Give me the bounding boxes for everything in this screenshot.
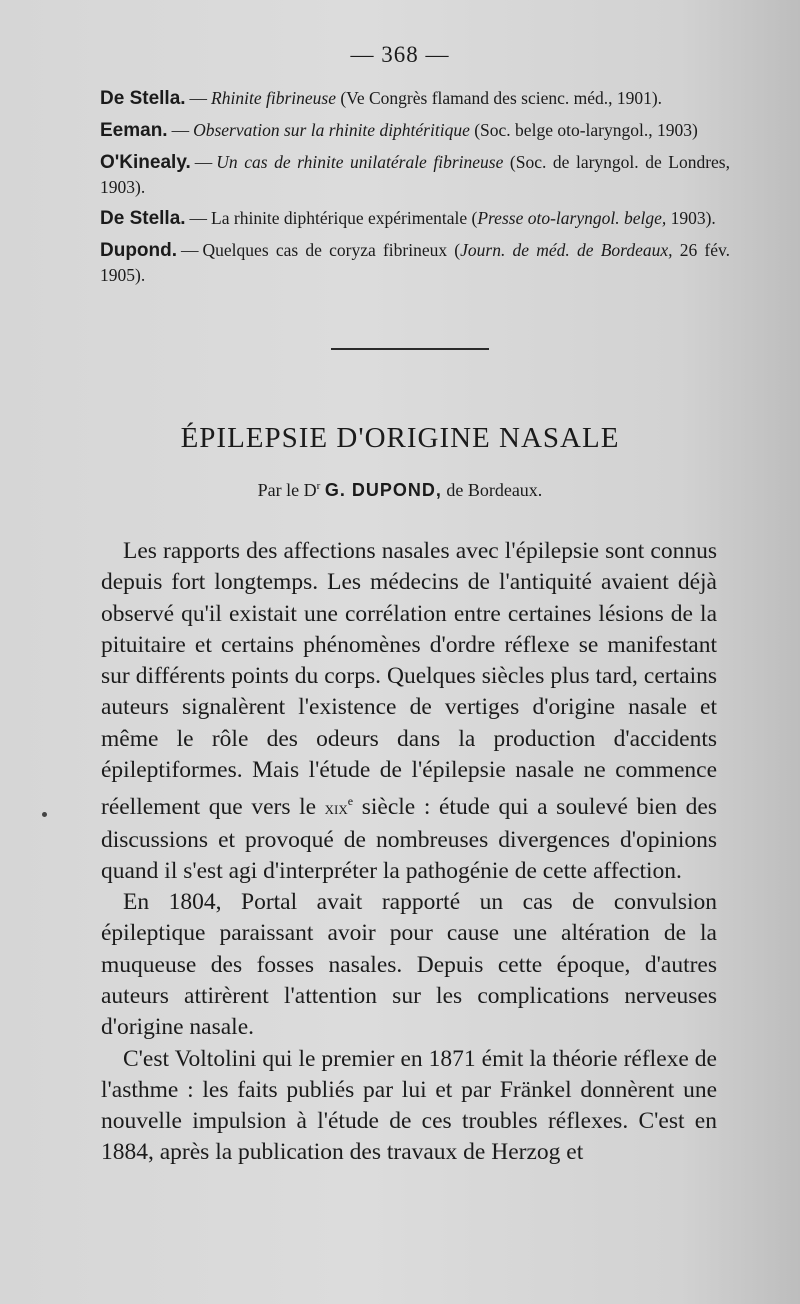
reference-title-plain: La rhinite diphtérique expérimentale ( [211,208,478,228]
reference-item: Eeman. — Observation sur la rhinite diphtéritique (Soc. belge oto-laryngol., 1903) [100,120,698,141]
reference-journal: Presse oto-laryngol. belge, [477,208,667,228]
page-number: — 368 — [350,42,450,67]
reference-item: Dupond. — Quelques cas de coryza fibrineux (Journ. de méd. de Bordeaux, 26 fév. 1905). [100,240,731,285]
reference-details: (Ve Congrès flamand des scienc. méd., 1901). [340,88,663,108]
section-divider [331,348,489,350]
reference-author: Dupond. [100,240,178,261]
margin-dot-mark [42,812,47,817]
article-title: ÉPILEPSIE D'ORIGINE NASALE [180,422,620,454]
byline-author: G. DUPOND, [324,480,442,500]
reference-title: Rhinite fibrineuse [211,88,336,108]
reference-details: 26 fév. 1905). [100,240,731,285]
reference-author: De Stella. [100,88,186,109]
body-paragraph: En 1804, Portal avait rapporté un cas de convulsion épileptique paraissant avoir pour cause une altération de la muqueuse des fosses nasales. Depuis cette époque, d'autres auteurs attirèrent l'attention sur les complications nerveuses d'origine nasale. [101,889,717,1041]
reference-details: (Soc. belge oto-laryngol., 1903) [474,120,698,140]
reference-item: O'Kinealy. — Un cas de rhinite unilatérale fibrineuse (Soc. de laryngol. de Londres, 1903). [100,152,730,197]
reference-details: (Soc. de laryngol. de Londres, 1903). [100,152,730,197]
article-byline: Par le $D^r$ G. DUPOND, de Bordeaux. [257,480,543,500]
reference-author: Eeman. [100,120,168,141]
reference-details: 1903). [670,208,716,228]
reference-author: O'Kinealy. [100,152,191,173]
reference-item: De Stella. — Rhinite fibrineuse (Ve Congrès flamand des scienc. méd., 1901). [100,88,663,109]
reference-author: De Stella. [100,208,186,229]
body-paragraph: Les rapports des affections nasales avec l'épilepsie sont connus depuis fort longtemps. Les médecins de l'antiquité avaient déjà observé qu'il existait une corrélation entre certaines lésions de la pituitaire et certains phénomènes d'ordre réflexe se manifestant sur différents points du corps. Quelques siècles plus tard, certains auteurs signalèrent l'existence de vertiges d'origine nasale et même le rôle des odeurs dans la production d'accidents épileptiformes. Mais l'étude de l'épilepsie nasale ne commence réellement que vers le xix$^e$ siècle : étude qui a soulevé bien des discussions et provoqué de nombreuses divergences d'opinions quand il s'est agi d'interpréter la pathogénie de cette affection. [101,538,717,884]
reference-title: Un cas de rhinite unilatérale fibrineuse [216,152,504,172]
reference-item: De Stella. — La rhinite diphtérique expérimentale (Presse oto-laryngol. belge, 1903). [100,208,716,229]
reference-title-plain: Quelques cas de coryza fibrineux ( [202,240,461,260]
reference-list [100,86,730,294]
body-paragraph: C'est Voltolini qui le premier en 1871 émit la théorie réflexe de l'asthme : les faits publiés par lui et par Fränkel donnèrent une nouvelle impulsion à l'étude de ces troubles réflexes. C'est en 1884, après la publication des travaux de Herzog et [101,1045,717,1166]
reference-journal: Journ. de méd. de Bordeaux, [460,240,673,260]
reference-title: Observation sur la rhinite diphtéritique [193,120,470,140]
article-body [101,536,717,1169]
